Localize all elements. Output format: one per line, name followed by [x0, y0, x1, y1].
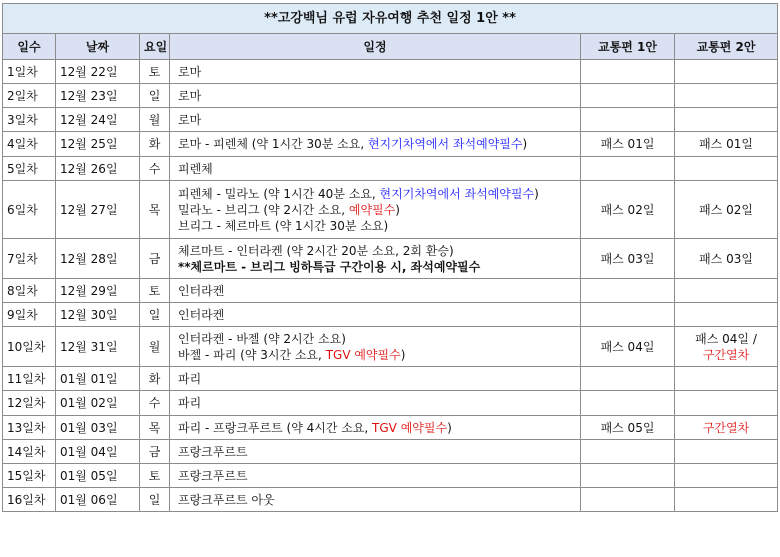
weekday-cell: 월 [140, 108, 170, 132]
header-transport-1: 교통편 1안 [581, 34, 675, 60]
date-cell: 12월 26일 [56, 157, 140, 181]
transport-2-cell [675, 303, 778, 327]
date-cell: 12월 24일 [56, 108, 140, 132]
date-cell: 12월 30일 [56, 303, 140, 327]
schedule-cell [170, 440, 581, 464]
transport-1-cell [581, 157, 675, 181]
transport-1-cell [581, 279, 675, 303]
weekday-cell: 목 [140, 181, 170, 239]
header-day: 일수 [3, 34, 56, 60]
text-segment: 프랑크푸르트 아웃 [178, 492, 275, 507]
text-segment: 밀라노 - 브리그 (약 2시간 소요, [178, 202, 349, 217]
itinerary-row [3, 303, 778, 327]
transport-2-cell [675, 367, 778, 391]
transport-2-cell [675, 132, 778, 157]
schedule-cell [170, 464, 581, 488]
weekday-cell: 목 [140, 416, 170, 440]
schedule-line [178, 420, 576, 436]
schedule-line [178, 371, 576, 387]
itinerary-row [3, 108, 778, 132]
text-segment: ) [447, 420, 452, 435]
date-cell: 12월 22일 [56, 60, 140, 84]
weekday-cell: 토 [140, 464, 170, 488]
transport-1-cell [581, 108, 675, 132]
date-cell: 12월 28일 [56, 239, 140, 279]
day-cell: 11일차 [3, 367, 56, 391]
schedule-cell [170, 488, 581, 512]
itinerary-table [2, 3, 778, 512]
date-cell: 01월 05일 [56, 464, 140, 488]
itinerary-row [3, 132, 778, 157]
schedule-line [178, 64, 576, 80]
transport-2-cell [675, 279, 778, 303]
transport-1-cell [581, 367, 675, 391]
day-cell: 7일차 [3, 239, 56, 279]
itinerary-row [3, 157, 778, 181]
day-cell: 10일차 [3, 327, 56, 367]
text-segment: 로마 - 피렌체 (약 1시간 30분 소요, [178, 137, 368, 151]
header-row [3, 34, 778, 60]
transport-1-cell [581, 84, 675, 108]
text-segment: TGV 예약필수 [325, 347, 401, 362]
text-segment: 인터라켄 [178, 307, 225, 322]
text-segment: 로마 [178, 112, 202, 127]
transport-2-cell [675, 60, 778, 84]
schedule-cell [170, 239, 581, 279]
date-cell: 12월 25일 [56, 132, 140, 157]
transport-2-cell [675, 181, 778, 239]
transport-1-cell [581, 440, 675, 464]
header-transport-2: 교통편 2안 [675, 34, 778, 60]
schedule-line [178, 395, 576, 411]
itinerary-row [3, 60, 778, 84]
transport-2-line [679, 347, 773, 363]
schedule-cell [170, 391, 581, 416]
text-segment: 구간열차 [702, 420, 750, 435]
date-cell: 12월 29일 [56, 279, 140, 303]
text-segment: TGV 예약필수 [372, 420, 448, 435]
date-cell: 12월 23일 [56, 84, 140, 108]
transport-2-cell [675, 327, 778, 367]
text-segment: 바젤 - 파리 (약 3시간 소요, [178, 347, 326, 362]
transport-1-cell: 패스 03일 [581, 239, 675, 279]
schedule-line [178, 283, 576, 299]
header-date: 날짜 [56, 34, 140, 60]
schedule-line [178, 218, 576, 234]
text-segment: 프랑크푸르트 [178, 444, 248, 459]
schedule-line [178, 347, 576, 363]
schedule-line [178, 468, 576, 484]
weekday-cell: 토 [140, 279, 170, 303]
schedule-line [178, 331, 576, 347]
text-segment: 패스 03일 [699, 251, 753, 266]
day-cell: 16일차 [3, 488, 56, 512]
date-cell: 01월 02일 [56, 391, 140, 416]
transport-2-line [679, 136, 773, 152]
schedule-line [178, 88, 576, 104]
weekday-cell: 일 [140, 84, 170, 108]
text-segment: 현지기차역에서 좌석예약필수 [379, 186, 535, 201]
text-segment: 로마 [178, 64, 202, 79]
text-segment: 브리그 - 체르마트 (약 1시간 30분 소요) [178, 218, 389, 233]
weekday-cell: 일 [140, 303, 170, 327]
schedule-cell [170, 416, 581, 440]
day-cell: 6일차 [3, 181, 56, 239]
text-segment: 구간열차 [702, 347, 750, 362]
schedule-cell [170, 279, 581, 303]
text-segment: ) [534, 186, 539, 201]
schedule-cell [170, 181, 581, 239]
itinerary-row [3, 239, 778, 279]
schedule-cell [170, 327, 581, 367]
date-cell: 01월 01일 [56, 367, 140, 391]
day-cell: 14일차 [3, 440, 56, 464]
schedule-line [178, 444, 576, 460]
schedule-line [178, 136, 576, 152]
day-cell: 3일차 [3, 108, 56, 132]
itinerary-title: **고강백님 유럽 자유여행 추천 일정 1안 ** [3, 4, 778, 34]
weekday-cell: 금 [140, 440, 170, 464]
date-cell: 12월 31일 [56, 327, 140, 367]
transport-2-line [679, 251, 773, 267]
transport-2-line [679, 420, 773, 436]
text-segment: 인터라켄 - 바젤 (약 2시간 소요) [178, 331, 346, 346]
transport-1-cell [581, 464, 675, 488]
day-cell: 4일차 [3, 132, 56, 157]
schedule-cell [170, 108, 581, 132]
day-cell: 1일차 [3, 60, 56, 84]
itinerary-row [3, 464, 778, 488]
schedule-line [178, 492, 576, 508]
transport-1-cell [581, 488, 675, 512]
text-segment: 프랑크푸르트 [178, 468, 248, 483]
weekday-cell: 수 [140, 391, 170, 416]
schedule-line [178, 202, 576, 218]
transport-1-cell: 패스 05일 [581, 416, 675, 440]
transport-1-cell [581, 60, 675, 84]
itinerary-row [3, 416, 778, 440]
transport-2-cell [675, 464, 778, 488]
text-segment: 피렌체 - 밀라노 (약 1시간 40분 소요, [178, 186, 380, 201]
schedule-cell [170, 132, 581, 157]
text-segment: ) [395, 202, 400, 217]
transport-2-line [679, 202, 773, 218]
itinerary-row [3, 488, 778, 512]
weekday-cell: 금 [140, 239, 170, 279]
date-cell: 01월 06일 [56, 488, 140, 512]
day-cell: 8일차 [3, 279, 56, 303]
text-segment: ) [522, 137, 528, 151]
schedule-line [178, 186, 576, 202]
text-segment: 현지기차역에서 좌석예약필수 [367, 137, 523, 151]
itinerary-row [3, 440, 778, 464]
text-segment: 로마 [178, 88, 202, 103]
text-segment: 피렌체 [178, 161, 213, 176]
text-segment: ) [400, 347, 406, 362]
itinerary-row [3, 391, 778, 416]
day-cell: 9일차 [3, 303, 56, 327]
header-schedule: 일정 [170, 34, 581, 60]
transport-1-cell: 패스 02일 [581, 181, 675, 239]
transport-2-cell [675, 157, 778, 181]
itinerary-row [3, 279, 778, 303]
day-cell: 5일차 [3, 157, 56, 181]
text-segment: 인터라켄 [178, 283, 225, 298]
schedule-line [178, 112, 576, 128]
transport-1-cell [581, 303, 675, 327]
text-segment: 체르마트 - 인터라켄 (약 2시간 20분 소요, 2회 환승) [178, 243, 454, 258]
transport-2-cell [675, 488, 778, 512]
transport-1-cell [581, 391, 675, 416]
day-cell: 15일차 [3, 464, 56, 488]
schedule-line [178, 259, 576, 275]
itinerary-row [3, 84, 778, 108]
schedule-line [178, 243, 576, 259]
text-segment: **체르마트 - 브리그 빙하특급 구간이용 시, 좌석예약필수 [178, 259, 481, 274]
transport-2-line [679, 331, 773, 347]
header-weekday: 요일 [140, 34, 170, 60]
transport-2-cell [675, 440, 778, 464]
day-cell: 2일차 [3, 84, 56, 108]
itinerary-row [3, 327, 778, 367]
schedule-cell [170, 157, 581, 181]
itinerary-row [3, 367, 778, 391]
date-cell: 12월 27일 [56, 181, 140, 239]
transport-2-cell [675, 391, 778, 416]
transport-2-cell [675, 239, 778, 279]
weekday-cell: 화 [140, 132, 170, 157]
text-segment: 패스 04일 / [695, 331, 757, 346]
day-cell: 12일차 [3, 391, 56, 416]
transport-2-cell [675, 84, 778, 108]
schedule-cell [170, 367, 581, 391]
schedule-line [178, 161, 576, 177]
schedule-cell [170, 60, 581, 84]
date-cell: 01월 04일 [56, 440, 140, 464]
text-segment: 패스 02일 [699, 202, 753, 217]
text-segment: 파리 - 프랑크푸르트 (약 4시간 소요, [178, 420, 373, 435]
itinerary-row [3, 181, 778, 239]
transport-1-cell: 패스 04일 [581, 327, 675, 367]
transport-2-cell [675, 416, 778, 440]
weekday-cell: 수 [140, 157, 170, 181]
schedule-cell [170, 84, 581, 108]
day-cell: 13일차 [3, 416, 56, 440]
weekday-cell: 화 [140, 367, 170, 391]
schedule-line [178, 307, 576, 323]
weekday-cell: 토 [140, 60, 170, 84]
transport-2-cell [675, 108, 778, 132]
weekday-cell: 일 [140, 488, 170, 512]
schedule-cell [170, 303, 581, 327]
text-segment: 파리 [178, 371, 202, 386]
weekday-cell: 월 [140, 327, 170, 367]
transport-1-cell: 패스 01일 [581, 132, 675, 157]
text-segment: 패스 01일 [699, 137, 753, 151]
text-segment: 예약필수 [348, 202, 396, 217]
date-cell: 01월 03일 [56, 416, 140, 440]
text-segment: 파리 [178, 396, 202, 410]
